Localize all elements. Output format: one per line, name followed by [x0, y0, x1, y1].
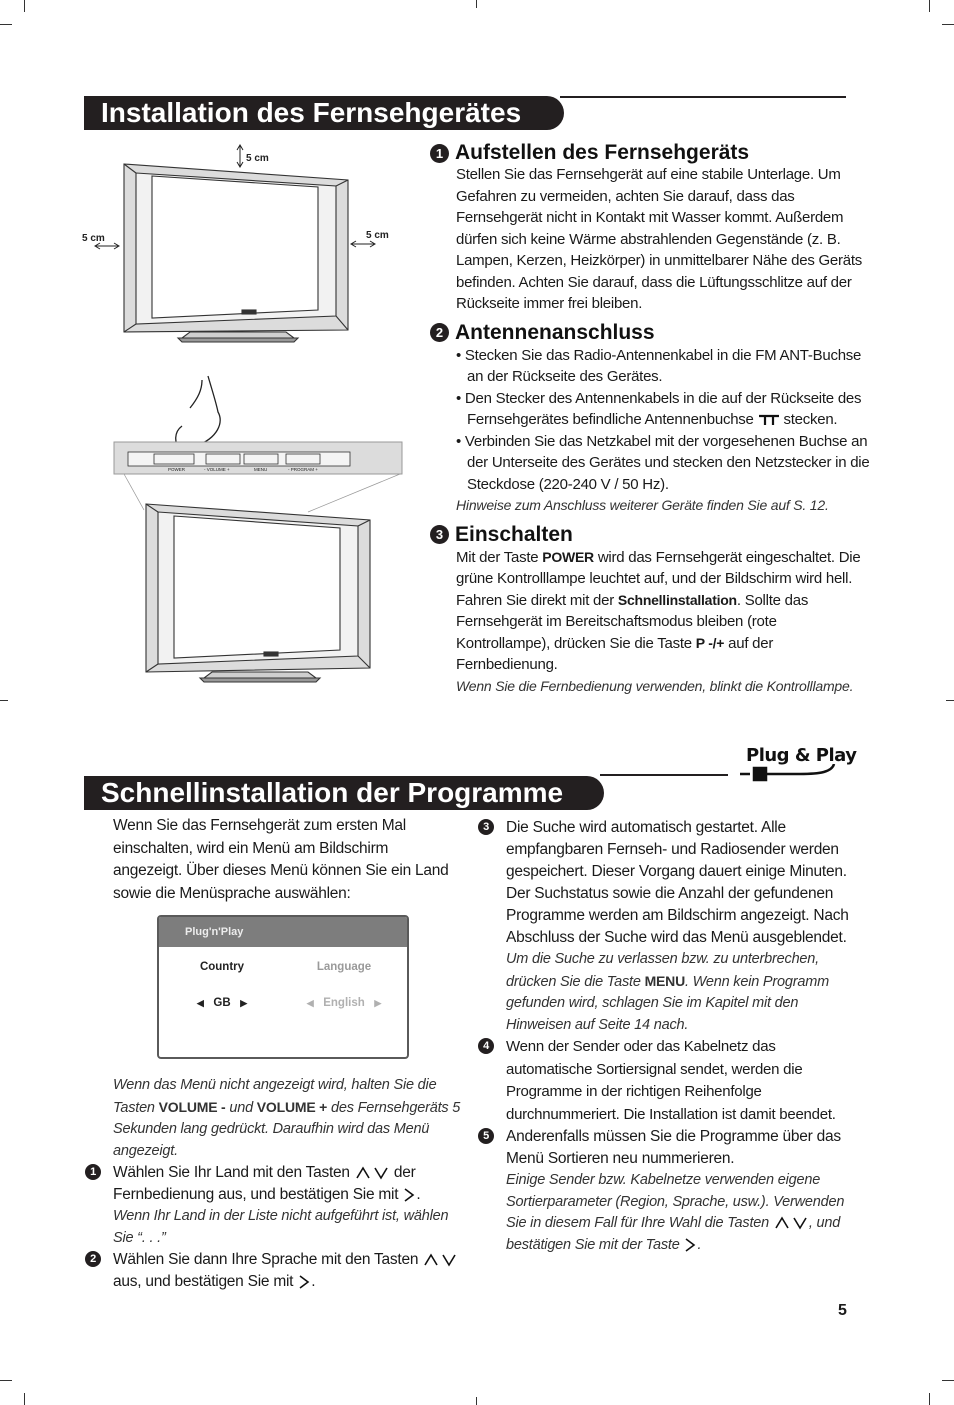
arrow-right-icon[interactable]: ▶	[240, 998, 248, 1008]
section-title-schnellinstallation: Schnellinstallation der Programme	[84, 776, 604, 810]
up-down-arrow-icon	[773, 1216, 809, 1230]
note-menu-nicht-angezeigt: Wenn das Menü nicht angezeigt wird, halten Sie die Tasten VOLUME - und VOLUME + des Fernsehgeräts 5 Sekunden lang gedrückt. Daraufhin wird das Menü angezeigt.	[113, 1077, 461, 1159]
step-sortieren: 5 Anderenfalls müssen Sie die Programme über das Menü Sortieren neu nummerieren. Einige Sender bzw. Kabelnetze verwenden eigene Sortierparameter (Region, Sprache, usw.). Verwenden Sie in diesem Fall für Ihre Wahl die Tasten , und bestätigen Sie mit der Taste .	[478, 1126, 858, 1256]
note-land-nicht-aufgefuehrt: Wenn Ihr Land in der Liste nicht aufgeführt ist, wählen Sie “. . .”	[113, 1208, 449, 1246]
tv-top-drawing	[124, 164, 348, 342]
note-kontrolllampe: Wenn Sie die Fernbedienung verwenden, blinkt die Kontrolllampe.	[456, 677, 854, 694]
note-suche-abbrechen: Um die Suche zu verlassen bzw. zu unterbrechen, drücken Sie die Taste MENU. Wenn kein Programm gefunden wird, schlagen Sie im Kapitel mit den Hinweisen auf Seite 14 nach.	[506, 951, 829, 1033]
hand-icon	[176, 376, 220, 452]
intro-text: Wenn Sie das Fernsehgerät zum ersten Mal einschalten, wird ein Menü am Bildschirm angezeigt. Über dieses Menü können Sie ein Land sowie die Menüsprache auswählen:	[113, 817, 449, 902]
right-arrow-icon	[402, 1188, 416, 1202]
step-number-1: 1	[85, 1164, 101, 1180]
step-suche: 3 Die Suche wird automatisch gestartet. Alle empfangbaren Fernseh- und Radiosender werden gespeichert. Dieser Vorgang dauert einige Minuten. Der Suchstatus sowie die Anzahl der gefundenen Programme werden am Bildschirm angezeigt. Nach Abschluss der Suche wird das Menü ausgeblendet. Um die Suche zu verlassen bzw. zu unterbrechen, drücken Sie die Taste MENU. Wenn kein Programm gefunden wird, schlagen Sie im Kapitel mit den Hinweisen auf Seite 14 nach.	[478, 817, 858, 1036]
step-text-aufstellen: Stellen Sie das Fernsehgerät auf eine stabile Unterlage. Um Gefahren zu vermeiden, achten Sie darauf, dass das Fernsehgerät nicht in Kontakt mit Wasser kommt. Außerdem dürfen sich keine Wärme abstrahlenden Gegenstände (z. B. Lampen, Kerzen, Heizkörper) in unmittelbarer Nähe des Geräts befinden. Achten Sie darauf, dass die Lüftungsschlitze auf der Rückseite immer frei bleiben.	[456, 166, 863, 312]
antenna-socket-icon	[758, 414, 780, 426]
right-arrow-icon	[683, 1238, 697, 1252]
menu-title: Plug'n'Play	[159, 917, 407, 947]
bullet-radio-antenne: • Stecken Sie das Radio-Antennenkabel in die FM ANT-Buchse an der Rückseite des Gerätes.	[456, 346, 862, 385]
step-number-4: 4	[478, 1038, 494, 1054]
arrow-right-icon[interactable]: ▶	[374, 998, 382, 1008]
menu-language-selector[interactable]	[289, 997, 399, 1009]
page-number: 5	[838, 1302, 847, 1319]
control-label-program: - PROGRAM +	[288, 467, 318, 472]
arrow-left-icon[interactable]: ◀	[196, 998, 204, 1008]
section-title-installation: Installation des Fernsehgerätes	[84, 96, 564, 130]
plug-icon	[740, 764, 840, 782]
step-number-3: 3	[478, 819, 494, 835]
control-label-power: POWER	[168, 467, 186, 472]
note-anschluss: Hinweise zum Anschluss weiterer Geräte finden Sie auf S. 12.	[456, 497, 829, 513]
menu-country-value: GB	[213, 997, 231, 1009]
dimension-label-top: 5 cm	[246, 153, 269, 164]
logo-rule	[600, 774, 728, 776]
up-down-arrow-icon	[422, 1253, 458, 1267]
control-label-volume: - VOLUME +	[204, 467, 230, 472]
menu-country-selector[interactable]	[167, 997, 277, 1009]
menu-country-label: Country	[199, 961, 245, 973]
bullet-netzkabel: • Verbinden Sie das Netzkabel mit der vorgesehenen Buchse an der Unterseite des Gerätes und stecken den Netzstecker in die Steckdose (220-240 V / 50 Hz).	[456, 432, 870, 493]
note-sortierparameter: Einige Sender bzw. Kabelnetze verwenden eigene Sortierparameter (Region, Sprache, usw.). Verwenden Sie in diesem Fall für Ihre Wahl die Tasten , und bestätigen Sie mit der Taste .	[506, 1172, 845, 1253]
step-sprache-waehlen: 2 Wählen Sie dann Ihre Sprache mit den Tasten aus, und bestätigen Sie mit .	[85, 1249, 461, 1293]
step-land-waehlen: 1 Wählen Sie Ihr Land mit den Tasten der Fernbedienung aus, und bestätigen Sie mit . Wenn Ihr Land in der Liste nicht aufgeführt ist, wählen Sie “. . .”	[85, 1162, 461, 1249]
step-heading-antennenanschluss: 2 Antennenanschluss	[430, 321, 870, 345]
dimension-label-left: 5 cm	[82, 233, 105, 244]
header-rule	[560, 96, 846, 98]
plug-and-play-logo: Plug & Play	[746, 745, 856, 766]
control-label-menu: MENU	[254, 467, 268, 472]
menu-language-label: Language	[316, 961, 372, 973]
step-heading-aufstellen: 1 Aufstellen des Fernsehgeräts	[430, 141, 870, 165]
step-number-3: 3	[430, 525, 449, 544]
plug-n-play-menu	[157, 915, 409, 1059]
tv-bottom-drawing	[146, 504, 370, 682]
tv-installation-illustration	[78, 140, 408, 690]
arrow-left-icon[interactable]: ◀	[306, 998, 314, 1008]
right-arrow-icon	[297, 1275, 311, 1289]
step-text-einschalten: Mit der Taste POWER wird das Fernsehgerät eingeschaltet. Die grüne Kontrolllampe leuchtet auf, und der Bildschirm wird hell. Fahren Sie direkt mit der Schnellinstallation. Sollte das Fernsehgerät im Bereitschaftsmodus bleiben (rote Kontrollampe), drücken Sie die Taste P -/+ auf der Fernbedienung.	[456, 548, 861, 673]
step-number-2: 2	[430, 323, 449, 342]
up-down-arrow-icon	[354, 1166, 390, 1180]
step-number-5: 5	[478, 1128, 494, 1144]
bullet-antennenbuchse: • Den Stecker des Antennenkabels in die auf der Rückseite des Fernsehgerätes befindliche Antennenbuchse stecken.	[456, 389, 862, 428]
menu-language-value: English	[323, 997, 365, 1009]
step-number-2: 2	[85, 1251, 101, 1267]
dimension-label-right: 5 cm	[366, 230, 389, 241]
step-sortiersignal: 4 Wenn der Sender oder das Kabelnetz das automatische Sortiersignal sendet, werden die Programme in der richtigen Reihenfolge durchnummeriert. Die Installation ist damit beendet.	[478, 1036, 858, 1126]
step-heading-einschalten: 3 Einschalten	[430, 523, 870, 547]
step-number-1: 1	[430, 144, 449, 163]
